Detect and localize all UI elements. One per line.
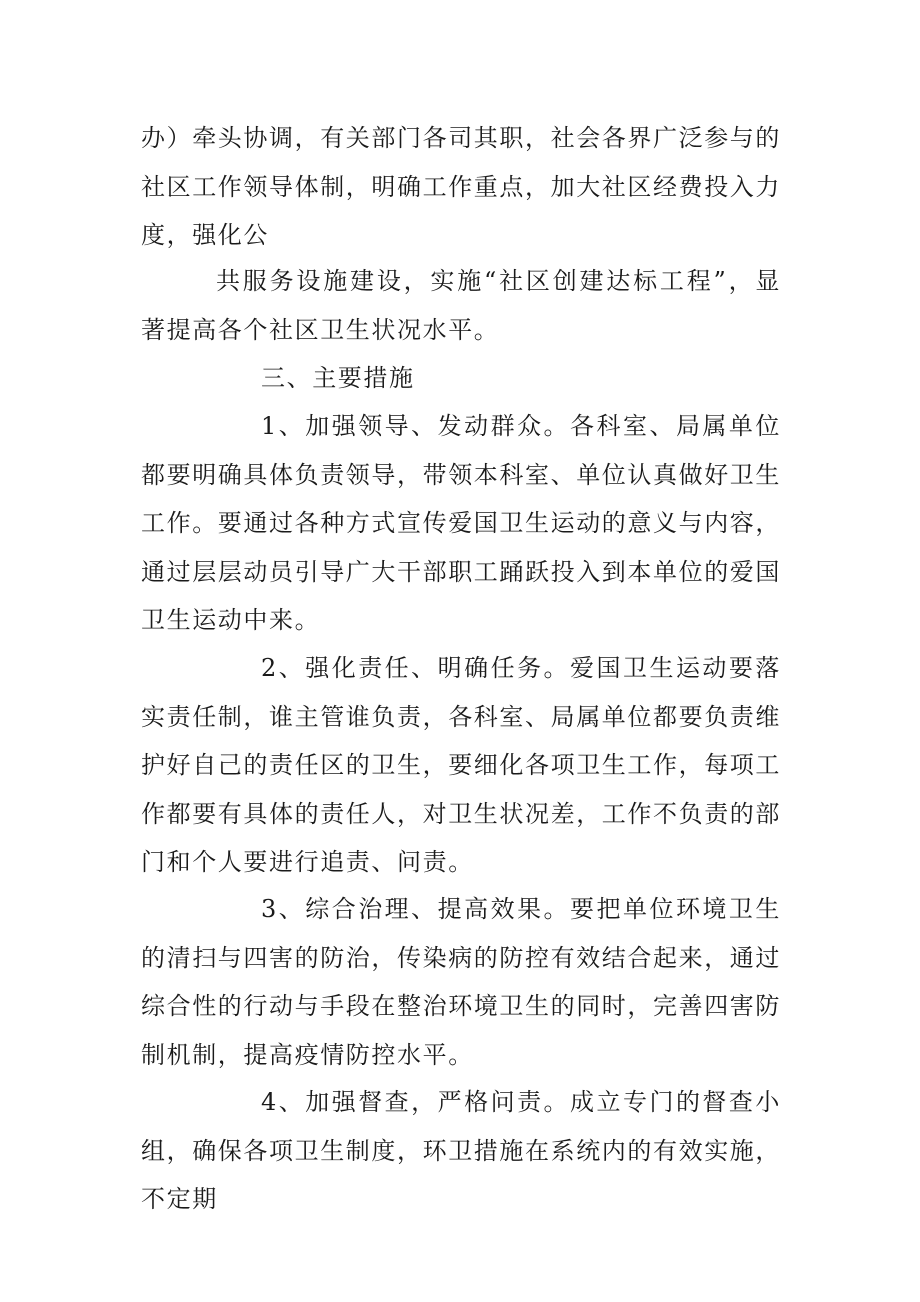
paragraph-measure-4: 4、加强督查，严格问责。成立专门的督查小组，确保各项卫生制度，环卫措施在系统内的有效实施，不定期 — [141, 1088, 781, 1213]
section-heading-main-measures: 三、主要措施 — [261, 364, 415, 392]
paragraph-measure-1: 1、加强领导、发动群众。各科室、局属单位都要明确具体负责领导，带领本科室、单位认真做好卫生工作。要通过各种方式宣传爱国卫生运动的意义与内容，通过层层动员引导广大干部职工踊跃投入到本单位的爱国卫生运动中来。 — [141, 412, 781, 634]
paragraph-public-facilities: 共服务设施建设，实施“社区创建达标工程”，显著提高各个社区卫生状况水平。 — [141, 267, 781, 344]
paragraph-measure-2: 2、强化责任、明确任务。爱国卫生运动要落实责任制，谁主管谁负责，各科室、局属单位都要负责维护好自己的责任区的卫生，要细化各项卫生工作，每项工作都要有具体的责任人，对卫生状况差，工作不负责的部门和个人要进行追责、问责。 — [141, 654, 781, 876]
paragraph-measure-3: 3、综合治理、提高效果。要把单位环境卫生的清扫与四害的防治，传染病的防控有效结合起来，通过综合性的行动与手段在整治环境卫生的同时，完善四害防制机制，提高疫情防控水平。 — [141, 895, 781, 1069]
paragraph-leadership-system: 办）牵头协调，有关部门各司其职，社会各界广泛参与的社区工作领导体制，明确工作重点，加大社区经费投入力度，强化公 — [141, 124, 781, 249]
